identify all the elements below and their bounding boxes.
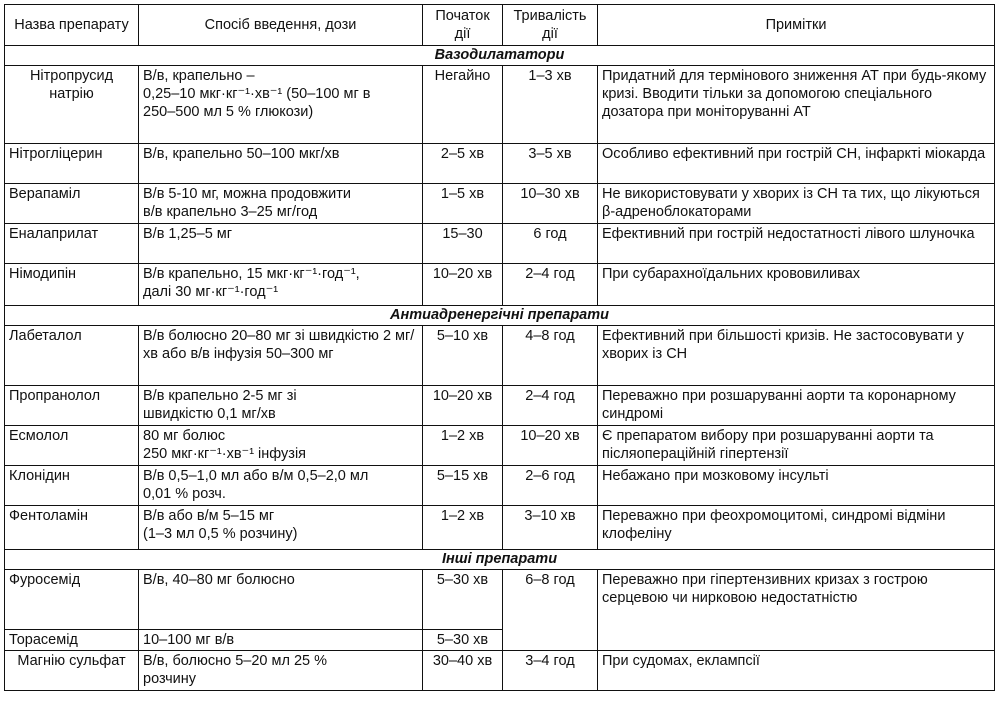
drug-duration: 2–6 год xyxy=(503,466,598,506)
drug-name: Лабеталол xyxy=(5,326,139,386)
table-row xyxy=(5,184,995,224)
table-row xyxy=(5,224,995,264)
drug-duration: 6–8 год xyxy=(503,570,598,651)
drug-duration: 10–30 хв xyxy=(503,184,598,224)
drug-dose: В/в 5-10 мг, можна продовжити в/в крапельно 3–25 мг/год xyxy=(139,184,423,224)
table-row xyxy=(5,426,995,466)
drug-onset: Негайно xyxy=(423,66,503,144)
drug-notes: Є препаратом вибору при розшаруванні аорти та післяопераційній гіпертензії xyxy=(598,426,995,466)
drug-name: Есмолол xyxy=(5,426,139,466)
drug-duration: 4–8 год xyxy=(503,326,598,386)
table-row xyxy=(5,651,995,691)
drug-notes: При судомах, еклампсії xyxy=(598,651,995,691)
drug-name: Фуросемід xyxy=(5,570,139,630)
header-start: Початок дії xyxy=(423,5,503,46)
drug-name: Фентоламін xyxy=(5,506,139,550)
table-row xyxy=(5,144,995,184)
section-vasodilators: Вазодилататори xyxy=(5,46,995,66)
section-row xyxy=(5,306,995,326)
drug-notes: Не використовувати у хворих із СН та тих, що лікуються β-адреноблокаторами xyxy=(598,184,995,224)
drug-name: Еналаприлат xyxy=(5,224,139,264)
drug-onset: 15–30 xyxy=(423,224,503,264)
table-row xyxy=(5,506,995,550)
drug-name: Торасемід xyxy=(5,630,139,651)
drug-dose: 80 мг болюс 250 мкг·кг⁻¹·хв⁻¹ інфузія xyxy=(139,426,423,466)
drug-dose: В/в 0,5–1,0 мл або в/м 0,5–2,0 мл 0,01 % розч. xyxy=(139,466,423,506)
header-dose: Спосіб введення, дози xyxy=(139,5,423,46)
drug-name: Пропранолол xyxy=(5,386,139,426)
drug-duration: 10–20 хв xyxy=(503,426,598,466)
drug-duration: 2–4 год xyxy=(503,264,598,306)
table-row xyxy=(5,66,995,144)
drug-onset: 2–5 хв xyxy=(423,144,503,184)
drug-onset: 1–2 хв xyxy=(423,426,503,466)
drug-notes: Ефективний при гострій недостатності лівого шлуночка xyxy=(598,224,995,264)
drug-onset: 30–40 хв xyxy=(423,651,503,691)
section-other: Інші препарати xyxy=(5,550,995,570)
drug-dose: В/в болюсно 20–80 мг зі швидкістю 2 мг/хв або в/в інфузія 50–300 мг xyxy=(139,326,423,386)
header-name: Назва препарату xyxy=(5,5,139,46)
drug-notes: Ефективний при більшості кризів. Не застосовувати у хворих із СН xyxy=(598,326,995,386)
table-row xyxy=(5,466,995,506)
drug-notes: Небажано при мозковому інсульті xyxy=(598,466,995,506)
section-row xyxy=(5,550,995,570)
drug-notes: Особливо ефективний при гострій СН, інфаркті міокарда xyxy=(598,144,995,184)
drug-onset: 5–10 хв xyxy=(423,326,503,386)
section-row xyxy=(5,46,995,66)
drug-name: Клонідин xyxy=(5,466,139,506)
drug-notes: Переважно при гіпертензивних кризах з гострою серцевою чи нирковою недостатністю xyxy=(598,570,995,651)
table-row xyxy=(5,570,995,630)
drug-onset: 10–20 хв xyxy=(423,386,503,426)
drug-duration: 3–4 год xyxy=(503,651,598,691)
drug-duration: 3–5 хв xyxy=(503,144,598,184)
drug-duration: 3–10 хв xyxy=(503,506,598,550)
drug-duration: 2–4 год xyxy=(503,386,598,426)
drug-dose: В/в, крапельно 50–100 мкг/хв xyxy=(139,144,423,184)
drug-name: Нітропрусид натрію xyxy=(29,68,114,102)
drug-dose: В/в або в/м 5–15 мг (1–3 мл 0,5 % розчину) xyxy=(139,506,423,550)
drug-notes: Придатний для термінового зниження АТ при будь-якому кризі. Вводити тільки за допомогою спеціального дозатора при моніторуванні АТ xyxy=(598,66,995,144)
drug-duration: 1–3 хв xyxy=(503,66,598,144)
table-header-row xyxy=(5,5,995,46)
drug-duration: 6 год xyxy=(503,224,598,264)
section-antiadrenergic: Антиадренергічні препарати xyxy=(5,306,995,326)
drug-onset: 10–20 хв xyxy=(423,264,503,306)
header-duration: Тривалість дії xyxy=(503,5,598,46)
drug-name: Магнію сульфат xyxy=(17,653,126,669)
drug-table xyxy=(4,4,995,691)
drug-dose: В/в, 40–80 мг болюсно xyxy=(139,570,423,630)
drug-onset: 5–30 хв xyxy=(423,570,503,630)
drug-onset: 1–2 хв xyxy=(423,506,503,550)
drug-dose: В/в, болюсно 5–20 мл 25 % розчину xyxy=(139,651,423,691)
drug-onset: 1–5 хв xyxy=(423,184,503,224)
drug-notes: Переважно при розшаруванні аорти та коронарному синдромі xyxy=(598,386,995,426)
drug-onset: 5–30 хв xyxy=(423,630,503,651)
drug-onset: 5–15 хв xyxy=(423,466,503,506)
drug-dose: В/в, крапельно – 0,25–10 мкг·кг⁻¹·хв⁻¹ (50–100 мг в 250–500 мл 5 % глюкози) xyxy=(139,66,423,144)
table-row xyxy=(5,326,995,386)
drug-notes: Переважно при феохромоцитомі, синдромі відміни клофеліну xyxy=(598,506,995,550)
table-row xyxy=(5,264,995,306)
drug-name: Німодипін xyxy=(5,264,139,306)
drug-name: Нітрогліцерин xyxy=(5,144,139,184)
drug-dose: В/в крапельно 2-5 мг зі швидкістю 0,1 мг/хв xyxy=(139,386,423,426)
drug-dose: В/в 1,25–5 мг xyxy=(139,224,423,264)
table-row xyxy=(5,386,995,426)
drug-dose: 10–100 мг в/в xyxy=(139,630,423,651)
drug-name: Верапаміл xyxy=(5,184,139,224)
drug-notes: При субарахноїдальних крововиливах xyxy=(598,264,995,306)
drug-dose: В/в крапельно, 15 мкг·кг⁻¹·год⁻¹, далі 30 мг·кг⁻¹·год⁻¹ xyxy=(139,264,423,306)
header-notes: Примітки xyxy=(598,5,995,46)
